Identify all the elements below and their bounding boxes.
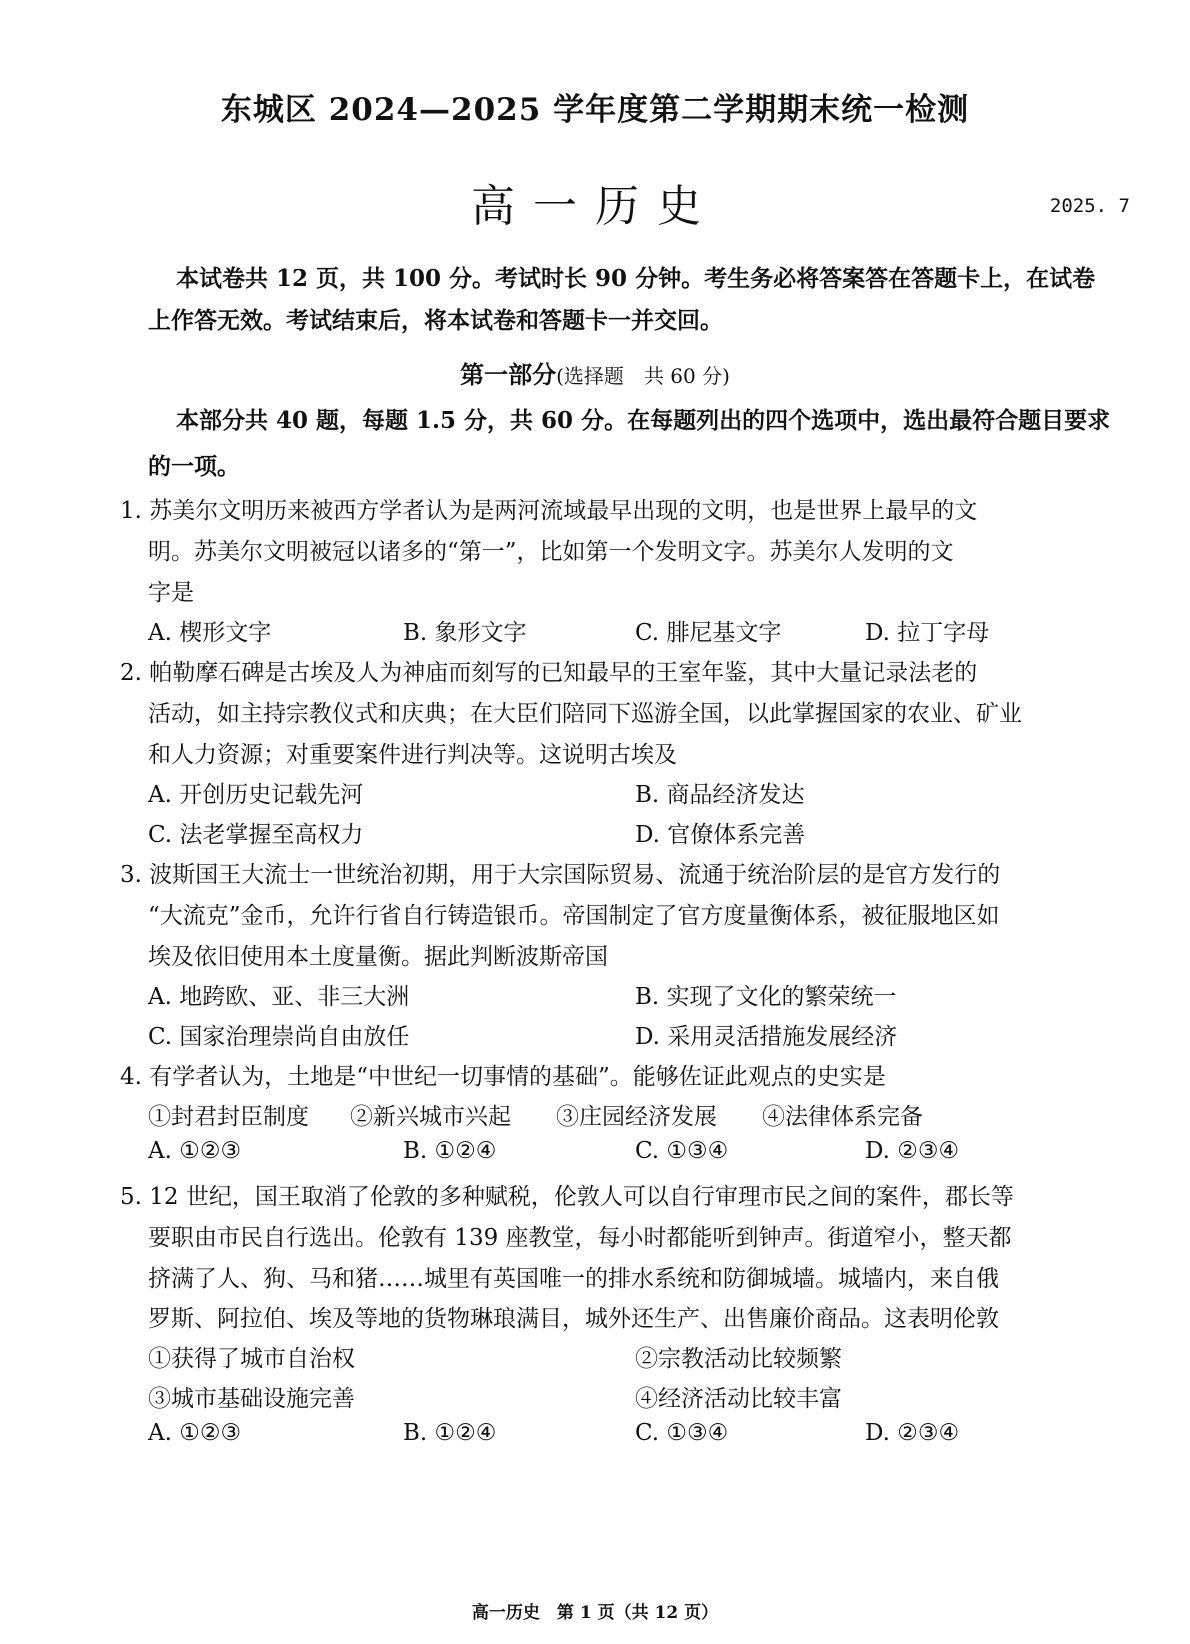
question-stem-line: 5. 12 世纪，国王取消了伦敦的多种赋税，伦敦人可以自行审理市民之间的案件，郡长等 — [120, 1184, 1014, 1210]
option-d: D. ②③④ — [865, 1138, 960, 1164]
statement-item: ④经济活动比较丰富 — [635, 1386, 842, 1412]
question-stem-line: 和人力资源；对重要案件进行判决等。这说明古埃及 — [148, 742, 677, 768]
statement-item: ①封君封臣制度 — [148, 1104, 309, 1130]
question-stem-line: 字是 — [148, 580, 194, 606]
option-b: B. 商品经济发达 — [635, 782, 805, 808]
part-heading-note: (选择题 共 60 分) — [556, 364, 730, 388]
option-b: B. ①②④ — [403, 1420, 497, 1446]
option-c: C. 腓尼基文字 — [635, 620, 782, 646]
question-stem-line: 活动，如主持宗教仪式和庆典；在大臣们陪同下巡游全国，以此掌握国家的农业、矿业 — [148, 701, 1022, 727]
option-c: C. ①③④ — [635, 1420, 729, 1446]
exam-date: 2025. 7 — [1049, 195, 1130, 217]
option-a: A. 楔形文字 — [148, 620, 272, 646]
statement-item: ②宗教活动比较频繁 — [635, 1346, 842, 1372]
option-b: B. 实现了文化的繁荣统一 — [635, 984, 897, 1010]
option-c: C. 法老掌握至高权力 — [148, 822, 364, 848]
option-d: D. 拉丁字母 — [865, 620, 990, 646]
statement-item: ①获得了城市自治权 — [148, 1346, 355, 1372]
page-footer: 高一历史 第 1 页（共 12 页） — [471, 1603, 719, 1623]
exam-notice: 本试卷共 12 页，共 100 分。考试时长 90 分钟。考生务必将答案答在答题卡上，在试卷上作答无效。考试结束后，将本试卷和答题卡一并交回。 — [148, 265, 1096, 334]
option-a: A. ①②③ — [148, 1420, 242, 1446]
question-stem-line: 罗斯、阿拉伯、埃及等地的货物琳琅满目，城外还生产、出售廉价商品。这表明伦敦 — [148, 1306, 999, 1332]
option-d: D. 采用灵活措施发展经济 — [635, 1024, 898, 1050]
question-stem-line: 明。苏美尔文明被冠以诸多的“第一”，比如第一个发明文字。苏美尔人发明的文 — [148, 539, 954, 565]
option-d: D. ②③④ — [865, 1420, 960, 1446]
option-a: A. ①②③ — [148, 1138, 242, 1164]
question-stem-line: 1. 苏美尔文明历来被西方学者认为是两河流域最早出现的文明，也是世界上最早的文 — [120, 498, 978, 524]
question-stem-line: 4. 有学者认为，土地是“中世纪一切事情的基础”。能够佐证此观点的史实是 — [120, 1064, 886, 1090]
question-stem-line: 3. 波斯国王大流士一世统治初期，用于大宗国际贸易、流通于统治阶层的是官方发行的 — [120, 862, 1001, 888]
statement-item: ④法律体系完备 — [762, 1104, 923, 1130]
statement-item: ③城市基础设施完善 — [148, 1386, 355, 1412]
option-a: A. 地跨欧、亚、非三大洲 — [148, 984, 410, 1010]
question-stem-line: 挤满了人、狗、马和猪……城里有英国唯一的排水系统和防御城墙。城墙内，来自俄 — [148, 1266, 999, 1292]
option-c: C. ①③④ — [635, 1138, 729, 1164]
part-heading-label: 第一部分 — [460, 360, 557, 389]
question-stem-line: 2. 帕勒摩石碑是古埃及人为神庙而刻写的已知最早的王室年鉴，其中大量记录法老的 — [120, 660, 978, 686]
part-intro: 本部分共 40 题，每题 1.5 分，共 60 分。在每题列出的四个选项中，选出最符合题目要求的一项。 — [148, 407, 1111, 480]
option-b: B. ①②④ — [403, 1138, 497, 1164]
part-heading — [0, 355, 1190, 390]
exam-title: 东城区 2024—2025 学年度第二学期期末统一检测 — [220, 92, 970, 128]
question-stem-line: 要职由市民自行选出。伦敦有 139 座教堂，每小时都能听到钟声。街道窄小，整天都 — [148, 1225, 1012, 1251]
question-stem-line: “大流克”金币，允许行省自行铸造银币。帝国制定了官方度量衡体系，被征服地区如 — [148, 903, 1000, 929]
option-b: B. 象形文字 — [403, 620, 527, 646]
option-d: D. 官僚体系完善 — [635, 822, 806, 848]
subject-title: 高一历史 — [471, 181, 719, 232]
option-a: A. 开创历史记载先河 — [148, 782, 364, 808]
option-c: C. 国家治理崇尚自由放任 — [148, 1024, 410, 1050]
statement-item: ②新兴城市兴起 — [350, 1104, 511, 1130]
statement-item: ③庄园经济发展 — [556, 1104, 717, 1130]
question-stem-line: 埃及依旧使用本土度量衡。据此判断波斯帝国 — [148, 944, 608, 970]
